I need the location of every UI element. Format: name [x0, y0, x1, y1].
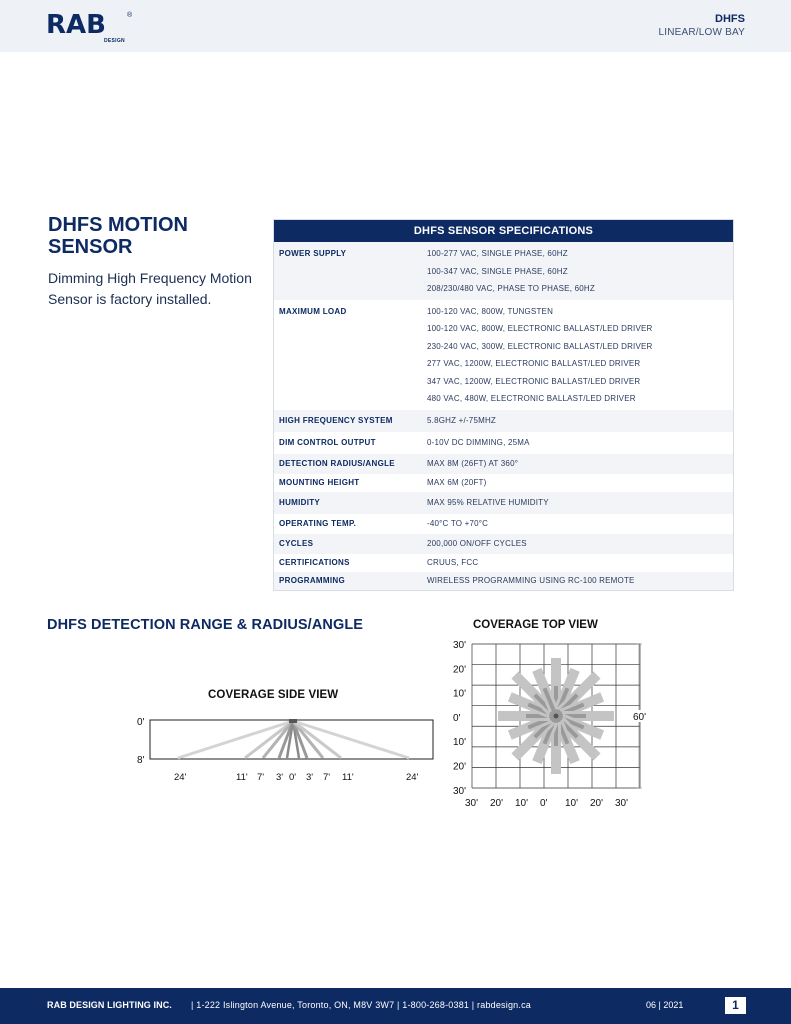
spec-values — [423, 497, 733, 508]
side-x-label: 7' — [323, 772, 331, 783]
side-view-rays — [178, 719, 409, 758]
spec-values — [423, 415, 733, 426]
spec-label: MAXIMUM LOAD — [279, 306, 347, 316]
footer-contact: | 1-222 Islington Avenue, Toronto, ON, M8V 3W7 | 1-800-268-0381 | rabdesign.ca — [191, 1000, 531, 1010]
spec-row — [274, 492, 733, 514]
spec-value: WIRELESS PROGRAMMING USING RC-100 REMOTE — [427, 576, 635, 585]
product-code: DHFS — [715, 13, 745, 25]
spec-label: OPERATING TEMP. — [279, 519, 357, 528]
side-coverage-ray — [293, 721, 409, 758]
top-view-coverage-pattern — [498, 658, 614, 774]
page-footer — [0, 988, 791, 1024]
side-x-label: 0' — [289, 772, 297, 783]
spec-value: -40°C TO +70°C — [427, 519, 489, 528]
spec-row — [274, 454, 733, 474]
top-y-label: 10' — [453, 688, 467, 700]
top-y-label: 10' — [453, 737, 467, 749]
spec-value: MAX 6M (20FT) — [427, 478, 487, 487]
spec-table-body — [274, 242, 733, 590]
spec-table-title: DHFS SENSOR SPECIFICATIONS — [274, 220, 733, 242]
spec-values — [423, 437, 733, 448]
spec-value: 5.8GHZ +/-75MHZ — [427, 416, 497, 425]
spec-label: CERTIFICATIONS — [279, 558, 350, 567]
spec-value: 480 VAC, 480W, ELECTRONIC BALLAST/LED DRIVER — [427, 394, 636, 403]
spec-values — [423, 477, 733, 488]
rab-design-logo — [46, 12, 136, 44]
logo-registered-mark: ® — [127, 12, 133, 19]
spec-row — [274, 242, 733, 300]
side-coverage-ray — [178, 721, 293, 758]
side-x-label: 24' — [406, 772, 419, 783]
spec-value: 100-120 VAC, 800W, ELECTRONIC BALLAST/LED DRIVER — [427, 324, 653, 333]
top-x-label: 30' — [465, 798, 479, 809]
spec-value: 208/230/480 VAC, PHASE TO PHASE, 60HZ — [427, 284, 595, 293]
side-view-x-labels — [174, 772, 419, 783]
spec-label: MOUNTING HEIGHT — [279, 478, 360, 487]
spec-value: 0-10V DC DIMMING, 25MA — [427, 438, 530, 447]
spec-value: MAX 8M (26FT) AT 360° — [427, 459, 519, 468]
spec-row — [274, 572, 733, 590]
footer-date: 06 | 2021 — [646, 1000, 684, 1010]
top-view-y-labels — [453, 640, 466, 797]
top-x-label: 10' — [565, 798, 579, 809]
side-x-label: 11' — [342, 772, 354, 783]
spec-label: CYCLES — [279, 539, 314, 548]
spec-value: CRUUS, FCC — [427, 558, 479, 567]
top-y-label: 30' — [453, 785, 467, 797]
spec-value: 200,000 ON/OFF CYCLES — [427, 539, 527, 548]
dimension-label: 60' — [633, 712, 647, 723]
side-y-label-0: 0' — [137, 717, 145, 728]
spec-row — [274, 514, 733, 534]
footer-company: RAB DESIGN LIGHTING INC. — [47, 1000, 172, 1010]
top-x-label: 20' — [590, 798, 604, 809]
spec-values — [423, 538, 733, 549]
spec-label: PROGRAMMING — [279, 576, 345, 585]
spec-value: 230-240 VAC, 300W, ELECTRONIC BALLAST/LED DRIVER — [427, 341, 653, 351]
top-view-title: COVERAGE TOP VIEW — [473, 619, 598, 631]
side-y-label-8: 8' — [137, 755, 145, 766]
detection-title: DHFS DETECTION RANGE & RADIUS/ANGLE — [47, 617, 364, 633]
section-description: Dimming High Frequency Motion Sensor is factory installed. — [48, 270, 252, 307]
spec-label: DETECTION RADIUS/ANGLE — [279, 459, 395, 468]
spec-row — [274, 554, 733, 572]
side-view-title: COVERAGE SIDE VIEW — [208, 689, 339, 701]
spec-label: HIGH FREQUENCY SYSTEM — [279, 416, 393, 425]
sensor-icon — [289, 719, 297, 723]
spec-row — [274, 432, 733, 454]
spec-row — [274, 534, 733, 554]
spec-value: 100-120 VAC, 800W, TUNGSTEN — [427, 306, 554, 316]
spec-row — [274, 300, 733, 410]
spec-label: HUMIDITY — [279, 498, 321, 507]
spec-value: 100-277 VAC, SINGLE PHASE, 60HZ — [427, 249, 568, 258]
spec-row — [274, 474, 733, 492]
coverage-top-view-diagram — [450, 636, 660, 814]
top-x-label: 30' — [615, 798, 629, 809]
logo-wordmark: RAB — [46, 10, 106, 40]
logo-subtext: DESIGN — [104, 38, 125, 44]
spec-values — [423, 245, 733, 298]
spec-values — [423, 575, 733, 586]
spec-table — [273, 219, 734, 591]
spec-value: 277 VAC, 1200W, ELECTRONIC BALLAST/LED DRIVER — [427, 359, 641, 368]
spec-value: MAX 95% RELATIVE HUMIDITY — [427, 498, 549, 507]
top-x-label: 0' — [540, 798, 548, 809]
side-x-label: 7' — [257, 772, 265, 783]
spec-value: 347 VAC, 1200W, ELECTRONIC BALLAST/LED DRIVER — [427, 376, 641, 386]
spec-values — [423, 557, 733, 568]
sensor-center-icon — [554, 713, 559, 718]
page-number: 1 — [725, 997, 746, 1014]
top-view-x-labels — [465, 798, 628, 809]
spec-values — [423, 303, 733, 408]
top-y-label: 20' — [453, 664, 467, 676]
side-x-label: 3' — [276, 772, 284, 783]
coverage-side-view-diagram — [130, 712, 440, 784]
page-header — [0, 0, 791, 52]
spec-row — [274, 410, 733, 432]
spec-values — [423, 458, 733, 469]
top-y-label: 30' — [453, 640, 467, 651]
top-y-label: 20' — [453, 761, 467, 773]
section-title: DHFS MOTION SENSOR — [48, 214, 188, 258]
side-x-label: 11' — [236, 772, 248, 783]
top-x-label: 20' — [490, 798, 504, 809]
spec-label: POWER SUPPLY — [279, 249, 347, 258]
top-y-label: 0' — [453, 712, 461, 724]
side-x-label: 3' — [306, 772, 314, 783]
spec-value: 100-347 VAC, SINGLE PHASE, 60HZ — [427, 266, 568, 276]
spec-values — [423, 518, 733, 529]
top-x-label: 10' — [515, 798, 529, 809]
spec-label: DIM CONTROL OUTPUT — [279, 438, 376, 447]
side-x-label: 24' — [174, 772, 187, 783]
product-category: LINEAR/LOW BAY — [658, 27, 745, 38]
